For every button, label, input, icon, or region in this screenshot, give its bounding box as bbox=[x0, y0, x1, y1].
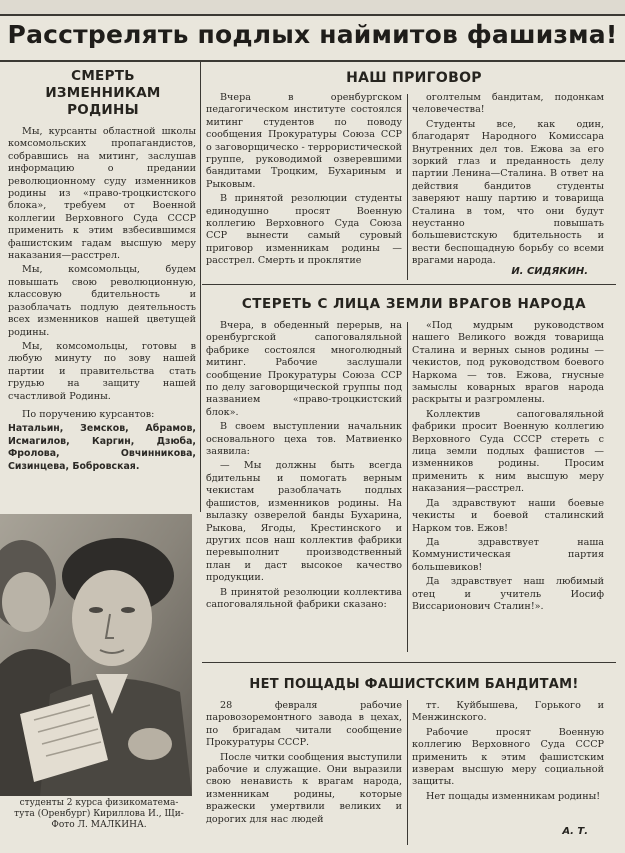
paragraph: В принятой резолюции студенты единодушно просят Военную коллегию Верховного Суда Союза ССР вынести самый суровый приговор изменникам родины — расстрел. Смерть и проклятие bbox=[206, 193, 402, 267]
photo-caption bbox=[4, 798, 194, 831]
nomercy-column-rule bbox=[407, 700, 408, 845]
paragraph: Вчера, в обеденный перерыв, на оренбургской сапоговаляльной фабрике состоялся многолюдный митинг. Рабочие заслушали сообщение Прокуратуры Союза ССР по делу заговорщической группы под названием «право-троцкистский блок». bbox=[206, 320, 402, 418]
paragraph: Мы, курсанты областной школы комсомольских пропагандистов, собравшись на митинг, заслушав информацию о предании революционному суду изменников родины из «право-троцкистского блока», требуем от Военной коллегии Верховного Суда СССР применить к этим взбесившимся фашистским гадам высшую меру наказания—расстрел. bbox=[8, 126, 196, 262]
paragraph: 28 февраля рабочие паровозоремонтного завода в цехах, по бригадам читали сообщение Прокуратуры СССР. bbox=[206, 700, 402, 749]
erase-col-1 bbox=[206, 320, 402, 611]
verdict-col-2 bbox=[412, 92, 604, 268]
paragraph: Да здравствует наша Коммунистическая партия большевиков! bbox=[412, 536, 604, 573]
erase-column-rule bbox=[407, 322, 408, 652]
paragraph: После читки сообщения выступили рабочие и служащие. Они выразили свою ненависть к врагам народа, изменникам родины, которые вражески умертвили великих и дорогих для нас людей bbox=[206, 751, 402, 825]
caption-line: Фото Л. МАЛКИНА. bbox=[51, 820, 147, 830]
nomercy-title: НЕТ ПОЩАДЫ ФАШИСТСКИМ БАНДИТАМ! bbox=[249, 677, 579, 692]
left-title-line: СМЕРТЬ bbox=[71, 68, 135, 84]
paragraph: Да здравствуют наши боевые чекисты и боевой сталинский Нарком тов. Ежов! bbox=[412, 497, 604, 534]
paragraph: Нет пощады изменникам родины! bbox=[426, 790, 601, 802]
verdict-bottom-rule bbox=[202, 284, 616, 285]
paragraph: В принятой резолюции коллектива сапоговаляльной фабрики сказано: bbox=[206, 586, 402, 610]
paragraph: Да здравствует наш любимый отец и учитель Иосиф Виссарионович Сталин!». bbox=[412, 576, 604, 612]
paragraph: Мы, комсомольцы, будем повышать свою революционную, классовую бдительность и разоблачать подлую деятельность всех изменников нашей цветущей родины. bbox=[8, 264, 196, 338]
paragraph: Рабочие просят Военную коллегию Верховного Суда СССР применить к этим фашистским изверам высшую меру социальной защиты. bbox=[412, 726, 604, 788]
left-article-body bbox=[8, 126, 196, 473]
nomercy-col-1 bbox=[206, 700, 402, 826]
verdict-signature: И. СИДЯКИН. bbox=[511, 266, 588, 277]
column-rule-left bbox=[200, 62, 201, 512]
paragraph: «Под мудрым руководством нашего Великого вождя товарища Сталина и верных сынов родины —чекистов, под руководством боевого Наркома — тов. Ежова, гнусные замыслы коварных врагов народа раскрыты и разгромлены. bbox=[412, 320, 604, 406]
left-title-line: ИЗМЕННИКАМ bbox=[45, 85, 161, 101]
left-title-line: РОДИНЫ bbox=[67, 102, 139, 118]
paragraph: Мы, комсомольцы, готовы в любую минуту по зову нашей партии и правительства стать грудью на защиту нашей счастливой Родины. bbox=[8, 340, 196, 402]
nomercy-signature: А. Т. bbox=[562, 826, 588, 837]
page-top-strip bbox=[0, 0, 625, 14]
students-photo bbox=[0, 514, 192, 796]
top-rule bbox=[0, 14, 625, 16]
headline-rule bbox=[0, 60, 625, 62]
caption-line: тута (Оренбург) Кириллова И., Щи- bbox=[14, 809, 184, 819]
paragraph: В своем выступлении начальник основального цеха тов. Матвиенко заявила: bbox=[206, 421, 402, 458]
signer-names: Натальин, Земсков, Абрамов, Исмагилов, Каргин, Дзюба, Фролова, Овчинникова, Сизинцева, Бобровская. bbox=[8, 423, 196, 472]
verdict-column-rule bbox=[407, 94, 408, 280]
page-headline: Расстрелять подлых наймитов фашизма! bbox=[7, 20, 618, 49]
signed-intro: По поручению курсантов: bbox=[22, 408, 155, 420]
erase-col-2 bbox=[412, 320, 604, 613]
paragraph: Коллектив сапоговаляльной фабрики просит Военную коллегию Верховного Суда СССР стереть с лица земли подлых фашистов — изменников родины. Просим применить к ним высшую меру наказания—расстрел. bbox=[412, 408, 604, 495]
photo-image bbox=[0, 514, 192, 796]
left-article-title bbox=[8, 68, 198, 119]
verdict-title: НАШ ПРИГОВОР bbox=[346, 70, 482, 86]
paragraph: Студенты все, как один, благодарят Народного Комиссара Внутренних дел тов. Ежова за его зоркий глаз и преданность делу партии Ленина—Сталина. В ответ на действия бандитов студенты заверяют нашу партию и товарища Сталина в том, что они будут неустанно повышать большевистскую бдительность и вести беспощадную борьбу со всеми врагами народа. bbox=[412, 118, 604, 267]
paragraph: тт. Куйбышева, Горького и Менжинского. bbox=[412, 700, 604, 724]
erase-bottom-rule bbox=[202, 662, 616, 663]
erase-title: СТЕРЕТЬ С ЛИЦА ЗЕМЛИ ВРАГОВ НАРОДА bbox=[241, 296, 587, 312]
nomercy-col-2 bbox=[412, 700, 604, 803]
verdict-col-1 bbox=[206, 92, 402, 268]
paragraph: Вчера в оренбургском педагогическом институте состоялся митинг студентов по поводу сообщения Прокуратуры Союза ССР о заговорщическо - террористической группе, руководимой озверевшими бандитами Троцким, Бухариным и Рыковым. bbox=[206, 92, 402, 190]
caption-line: студенты 2 курса физикоматема- bbox=[19, 798, 179, 808]
paragraph: оголтелым бандитам, подонкам человечества! bbox=[412, 92, 604, 116]
paragraph: — Мы должны быть всегда бдительны и помогать верным чекистам разоблачать подлых фашистов, изменников родины. На вылазку озверелой банды Бухарина, Рыкова, Ягоды, Крестинского и других псов наш коллектив фабрики перевыполнит производственный план и даст высокое качество продукции. bbox=[206, 460, 402, 584]
